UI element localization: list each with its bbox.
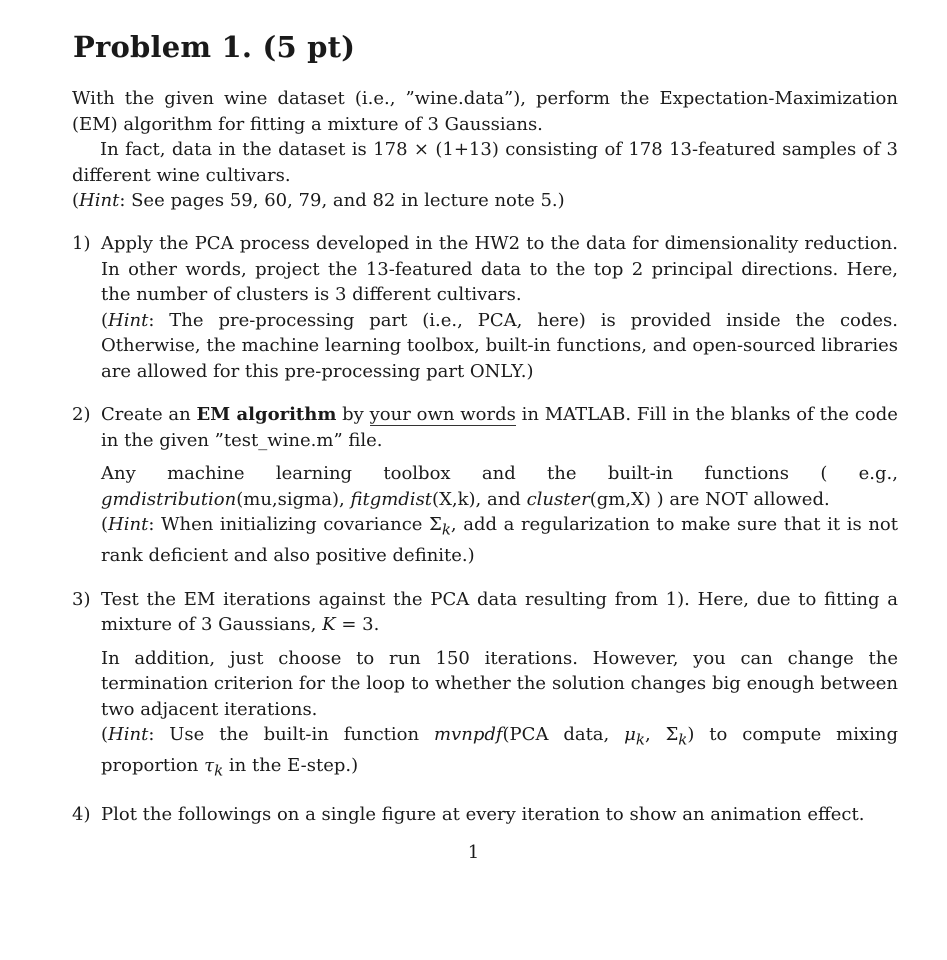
task-2-hint: (Hint: When initializing covariance $\Sigma_k$, add a regularization to make sure that it is not rank deficient and also positive definite.) bbox=[101, 514, 898, 567]
task-1-hint: (Hint: The pre-processing part (i.e., PCA, here) is provided inside the codes. Otherwise, the machine learning toolbox, built-in functions, and open-sourced libraries are allowed for this pre-processing part ONLY.) bbox=[101, 309, 898, 382]
task-4-text: Plot the followings on a single figure at every iteration to show an animation effect. bbox=[101, 804, 865, 826]
task-2-text: Create an EM algorithm by your own words in MATLAB. Fill in the blanks of the code in the given ”test_wine.m” file. bbox=[101, 404, 898, 451]
problem-points: (5 pt) bbox=[262, 30, 356, 64]
intro-paragraph-2: In fact, data in the dataset is 178 × (1+13) consisting of 178 13-featured samples of 3 different wine cultivars. bbox=[72, 139, 898, 186]
page-number: 1 bbox=[467, 842, 480, 863]
intro-paragraph-1: With the given wine dataset (i.e., ”wine.data”), perform the Expectation-Maximization (EM) algorithm for fitting a mixture of 3 Gaussians. bbox=[72, 88, 898, 135]
task-1-text: Apply the PCA process developed in the HW2 to the data for dimensionality reduction. In other words, project the 13-featured data to the top 2 principal directions. Here, the number of clusters is 3 different cultivars. bbox=[101, 233, 898, 305]
task-item-2: 2) Create an EM algorithm by your own words in MATLAB. Fill in the blanks of the code in the given ”test_wine.m” file. Any machine learning toolbox and the built-in functions ( e.g., gmdistribution(mu,sigma), fitgmdist(X,k), and cluster(gm,X) ) are NOT allowed. (Hint: When initializing covariance $\Sigma_k$, add a regularization to make sure that it is not rank deficient and also positive definite.) bbox=[72, 402, 898, 569]
task-3-text: Test the EM iterations against the PCA data resulting from 1). Here, due to fitting a mixture of 3 Gaussians, K = 3. bbox=[101, 588, 898, 636]
task-item-1: 1) Apply the PCA process developed in the HW2 to the data for dimensionality reduction. In other words, project the 13-featured data to the top 2 principal directions. Here, the number of clusters is 3 different cultivars. (Hint: The pre-processing part (i.e., PCA, here) is provided inside the codes. Otherwise, the machine learning toolbox, built-in functions, and open-sourced libraries are allowed for this pre-processing part ONLY.) bbox=[72, 231, 898, 384]
task-item-3: 3) Test the EM iterations against the PCA data resulting from 1). Here, due to fitting a mixture of 3 Gaussians, K = 3. In addition, just choose to run 150 iterations. However, you can change the termination criterion for the loop to whether the solution changes big enough between two adjacent iterations. (Hint: Use the built-in function mvnpdf(PCA data, $\mu_k$, $\Sigma_k$) to compute mixing proportion $\tau_k$ in the E-step.) bbox=[72, 587, 898, 785]
task-3-iterations: In addition, just choose to run 150 iterations. However, you can change the termination criterion for the loop to whether the solution changes big enough between two adjacent iterations. bbox=[101, 647, 898, 720]
problem-label: Problem 1. bbox=[73, 30, 253, 64]
intro-hint: (Hint: See pages 59, 60, 79, and 82 in lecture note 5.) bbox=[72, 190, 565, 211]
task-item-4: 4) Plot the followings on a single figure at every iteration to show an animation effect. bbox=[72, 802, 898, 828]
problem-title bbox=[73, 30, 355, 64]
task-3-hint: (Hint: Use the built-in function mvnpdf(PCA data, $\mu_k$, $\Sigma_k$) to compute mixing proportion $\tau_k$ in the E-step.) bbox=[101, 724, 898, 780]
task-list bbox=[72, 231, 898, 828]
task-2-restriction: Any machine learning toolbox and the built-in functions ( e.g., gmdistribution(mu,sigma), fitgmdist(X,k), and cluster(gm,X) ) are NOT allowed. bbox=[101, 463, 898, 510]
